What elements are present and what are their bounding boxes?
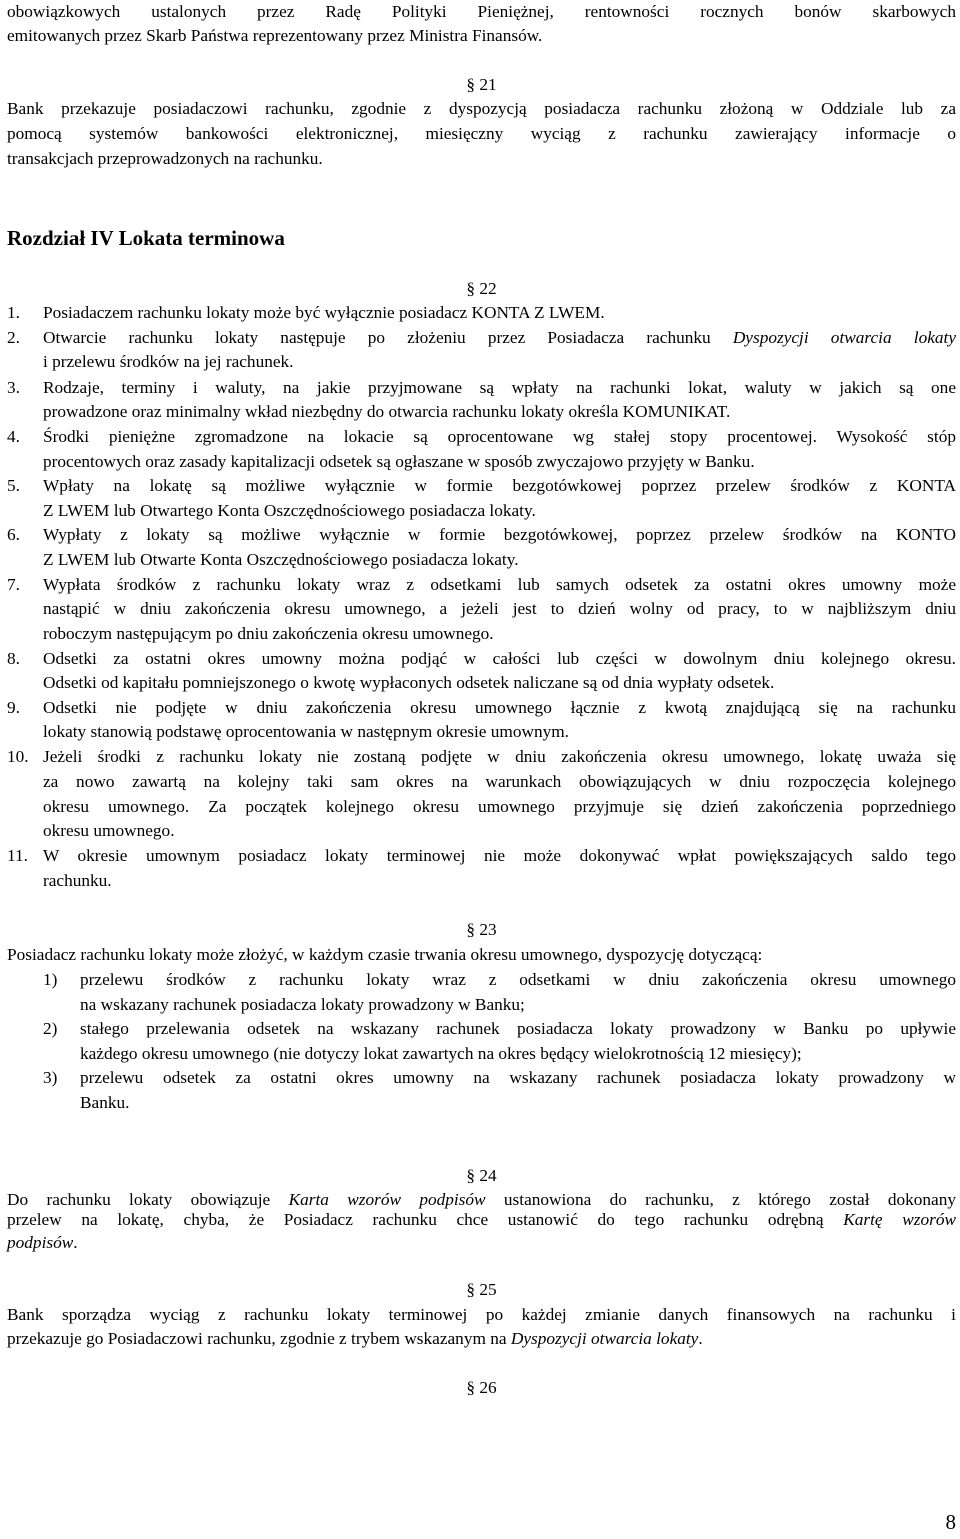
point-line: Banku.	[80, 1093, 130, 1112]
list-item-line: Otwarcie rachunku lokaty następuje po złożeniu przez Posiadacza rachunku Dyspozycji otwarcia lokaty	[43, 328, 956, 347]
list-item-line: okresu umownego.	[43, 821, 175, 840]
point-number: 1)	[43, 970, 58, 989]
paragraph-line: przekazuje go Posiadaczowi rachunku, zgodnie z trybem wskazanym na Dyspozycji otwarcia lokaty.	[7, 1329, 703, 1348]
list-item-line: okresu umownego. Za początek kolejnego okresu umownego przyjmuje się dzień zakończenia poprzedniego	[43, 797, 956, 816]
list-item-line: roboczym następującym po dniu zakończenia okresu umownego.	[43, 624, 494, 643]
paragraph-line: pomocą systemów bankowości elektronicznej, miesięczny wyciąg z rachunku zawierający informacje o	[7, 124, 956, 143]
list-item-line: Odsetki nie podjęte w dniu zakończenia okresu umownego łącznie z kwotą znajdującą się na rachunku	[43, 698, 956, 717]
point-line: przelewu odsetek za ostatni okres umowny na wskazany rachunek posiadacza lokaty prowadzony w	[80, 1068, 956, 1087]
list-item-line: Wpłaty na lokatę są możliwe wyłącznie w formie bezgotówkowej poprzez przelew środków z KONTA	[43, 476, 956, 495]
list-number: 3.	[7, 378, 20, 397]
section-title-22: § 22	[466, 279, 497, 298]
paragraph-line: przelew na lokatę, chyba, że Posiadacz rachunku chce ustanowić do tego rachunku odrębną Kartę wzorów	[7, 1210, 956, 1229]
paragraph-line: obowiązkowych ustalonych przez Radę Polityki Pieniężnej, rentowności rocznych bonów skarbowych	[7, 2, 956, 21]
section-title-26: § 26	[466, 1378, 497, 1397]
list-item-line: Wypłaty z lokaty są możliwe wyłącznie w formie bezgotówkowej, poprzez przelew środków na KONTO	[43, 525, 956, 544]
list-number: 11.	[7, 846, 28, 865]
paragraph-line: transakcjach przeprowadzonych na rachunku.	[7, 149, 323, 168]
list-item-line: Posiadaczem rachunku lokaty może być wyłącznie posiadacz KONTA Z LWEM.	[43, 303, 605, 322]
list-number: 6.	[7, 525, 20, 544]
list-number: 4.	[7, 427, 20, 446]
list-item-line: W okresie umownym posiadacz lokaty terminowej nie może dokonywać wpłat powiększających saldo tego	[43, 846, 956, 865]
list-item-line: rachunku.	[43, 871, 112, 890]
list-item-line: Z LWEM lub Otwartego Konta Oszczędnościowego posiadacza lokaty.	[43, 501, 536, 520]
section-title-23: § 23	[466, 920, 497, 939]
list-item-line: Rodzaje, terminy i waluty, na jakie przyjmowane są wpłaty na rachunki lokat, waluty w jakich są one	[43, 378, 956, 397]
list-item-line: Jeżeli środki z rachunku lokaty nie zostaną podjęte w dniu zakończenia okresu umownego, lokatę uważa się	[43, 747, 956, 766]
list-item-line: lokaty stanowią podstawę oprocentowania w następnym okresie umownym.	[43, 722, 569, 741]
section-title-21: § 21	[466, 75, 497, 94]
point-line: każdego okresu umownego (nie dotyczy lokat zawartych na okres będący wielokrotnością 12 miesięcy);	[80, 1044, 802, 1063]
list-item-line: Odsetki od kapitału pomniejszonego o kwotę wypłaconych odsetek naliczane są od dnia wypłaty odsetek.	[43, 673, 775, 692]
list-item-line: Wypłata środków z rachunku lokaty wraz z odsetkami lub samych odsetek za ostatni okres umowny może	[43, 575, 956, 594]
point-line: na wskazany rachunek posiadacza lokaty prowadzony w Banku;	[80, 995, 525, 1014]
point-line: przelewu środków z rachunku lokaty wraz z odsetkami w dniu zakończenia okresu umownego	[80, 970, 956, 989]
list-number: 5.	[7, 476, 20, 495]
point-number: 2)	[43, 1019, 58, 1038]
point-number: 3)	[43, 1068, 58, 1087]
list-number: 9.	[7, 698, 20, 717]
paragraph-line: Posiadacz rachunku lokaty może złożyć, w każdym czasie trwania okresu umownego, dyspozycję dotyczącą:	[7, 945, 763, 964]
paragraph-line: emitowanych przez Skarb Państwa reprezentowany przez Ministra Finansów.	[7, 26, 543, 45]
list-number: 1.	[7, 303, 20, 322]
list-item-line: prowadzone oraz minimalny wkład niezbędny do otwarcia rachunku lokaty określa KOMUNIKAT.	[43, 402, 731, 421]
section-title-25: § 25	[466, 1280, 497, 1299]
list-item-line: Środki pieniężne zgromadzone na lokacie są oprocentowane wg stałej stopy procentowej. Wysokość stóp	[43, 427, 956, 446]
paragraph-line: podpisów.	[7, 1233, 78, 1252]
list-item-line: Odsetki za ostatni okres umowny można podjąć w całości lub części w dowolnym dniu kolejnego okresu.	[43, 649, 956, 668]
list-item-line: i przelewu środków na jej rachunek.	[43, 352, 294, 371]
list-number: 8.	[7, 649, 20, 668]
list-item-line: procentowych oraz zasady kapitalizacji odsetek są ogłaszane w sposób zwyczajowo przyjęty w Banku.	[43, 452, 755, 471]
list-number: 2.	[7, 328, 20, 347]
chapter-heading: Rozdział IV Lokata terminowa	[7, 226, 285, 250]
paragraph-line: Do rachunku lokaty obowiązuje Karta wzorów podpisów ustanowiona do rachunku, z którego został dokonany	[7, 1190, 956, 1209]
list-item-line: nastąpić w dniu zakończenia okresu umownego, a jeżeli jest to dzień wolny od pracy, to w najbliższym dniu	[43, 599, 956, 618]
list-item-line: za nowo zawartą na kolejny taki sam okres na warunkach obowiązujących w dniu rozpoczęcia kolejnego	[43, 772, 956, 791]
list-number: 7.	[7, 575, 20, 594]
list-number: 10.	[7, 747, 29, 766]
point-line: stałego przelewania odsetek na wskazany rachunek posiadacza lokaty prowadzony w Banku po upływie	[80, 1019, 956, 1038]
paragraph-line: Bank przekazuje posiadaczowi rachunku, zgodnie z dyspozycją posiadacza rachunku złożoną w Oddziale lub za	[7, 99, 956, 118]
paragraph-line: Bank sporządza wyciąg z rachunku lokaty terminowej po każdej zmianie danych finansowych na rachunku i	[7, 1305, 956, 1324]
section-title-24: § 24	[466, 1166, 497, 1185]
page-number: 8	[945, 1510, 956, 1534]
list-item-line: Z LWEM lub Otwarte Konta Oszczędnościowego posiadacza lokaty.	[43, 550, 519, 569]
